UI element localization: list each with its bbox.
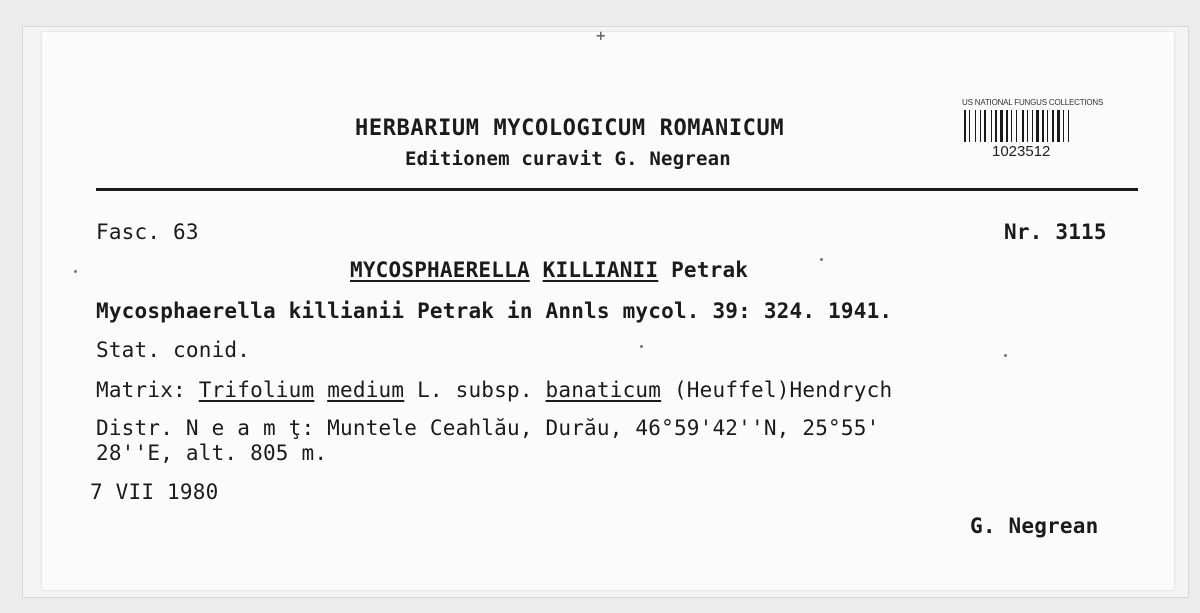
host-authority: (Heuffel)Hendrych xyxy=(661,378,893,402)
speck xyxy=(640,345,643,348)
taxon-genus: MYCOSPHAERELLA xyxy=(350,258,530,282)
host-subspecies: banaticum xyxy=(545,378,662,402)
barcode-icon xyxy=(964,110,1096,142)
barcode-bar xyxy=(991,110,992,142)
barcode-bar xyxy=(1057,110,1060,142)
barcode-bar xyxy=(1011,110,1012,142)
barcode-number: 1023512 xyxy=(992,143,1051,160)
speck xyxy=(820,258,823,261)
fascicle: Fasc. 63 xyxy=(96,220,199,244)
barcode-sticker xyxy=(958,98,1108,166)
collection-date: 7 VII 1980 xyxy=(90,480,219,504)
speck xyxy=(74,270,77,273)
label-subtitle: Editionem curavit G. Negrean xyxy=(405,148,731,170)
barcode-bar xyxy=(980,110,981,142)
specimen-number: Nr. 3115 xyxy=(1004,220,1107,244)
taxon-name xyxy=(350,258,748,282)
distribution-line-1: Distr. N e a m ţ: Muntele Ceahlău, Durău, 46°59'42''N, 25°55' xyxy=(96,416,880,440)
taxon-author: Petrak xyxy=(671,258,749,282)
barcode-bar xyxy=(1000,110,1003,142)
barcode-bar xyxy=(1042,110,1044,142)
matrix-prefix: Matrix: xyxy=(96,378,199,402)
barcode-bar xyxy=(1027,110,1028,142)
label-title: HERBARIUM MYCOLOGICUM ROMANICUM xyxy=(355,116,785,141)
taxon-epithet: KILLIANII xyxy=(542,258,659,282)
distribution-line-2: 28''E, alt. 805 m. xyxy=(96,441,328,465)
barcode-caption: US NATIONAL FUNGUS COLLECTIONS xyxy=(962,98,1104,107)
barcode-bar xyxy=(995,110,997,142)
barcode-bar xyxy=(1036,110,1039,142)
barcode-bar xyxy=(969,110,970,142)
barcode-bar xyxy=(1032,110,1033,142)
barcode-bar xyxy=(984,110,986,142)
barcode-bar xyxy=(964,110,966,142)
host-middle: L. subsp. xyxy=(404,378,546,402)
divider-rule xyxy=(96,188,1138,191)
barcode-bar xyxy=(1068,110,1069,142)
barcode-bar xyxy=(975,110,976,142)
barcode-bar xyxy=(1022,110,1024,142)
host-species: medium xyxy=(327,378,405,402)
barcode-bar xyxy=(1047,110,1048,142)
barcode-bar xyxy=(1006,110,1008,142)
status: Stat. conid. xyxy=(96,338,251,362)
matrix xyxy=(96,378,892,402)
citation: Mycosphaerella killianii Petrak in Annls mycol. 39: 324. 1941. xyxy=(96,299,893,323)
barcode-bar xyxy=(1016,110,1017,142)
top-mark: + xyxy=(596,26,606,45)
host-genus: Trifolium xyxy=(198,378,315,402)
speck xyxy=(1004,354,1007,357)
barcode-bar xyxy=(1063,110,1064,142)
barcode-bar xyxy=(1052,110,1054,142)
collector: G. Negrean xyxy=(970,514,1099,538)
